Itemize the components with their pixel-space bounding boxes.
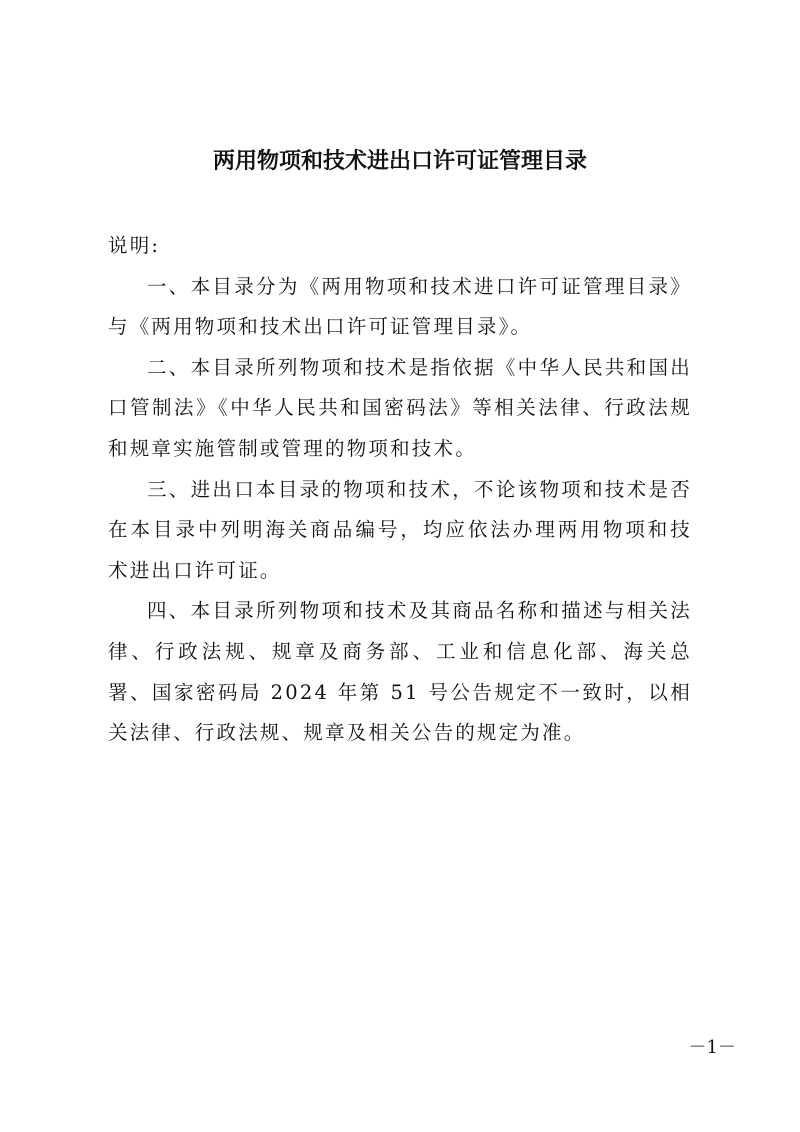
paragraph-4: 四、本目录所列物项和技术及其商品名称和描述与相关法律、行政法规、规章及商务部、工业和信息化部、海关总署、国家密码局 2024 年第 51 号公告规定不一致时，以相关法律、行政法规、规章及相关公告的规定为准。	[108, 599, 692, 745]
paragraph-2: 二、本目录所列物项和技术是指依据《中华人民共和国出口管制法》《中华人民共和国密码法》等相关法律、行政法规和规章实施管制或管理的物项和技术。	[108, 355, 692, 460]
paragraph-1: 一、本目录分为《两用物项和技术进口许可证管理目录》与《两用物项和技术出口许可证管理目录》。	[108, 274, 692, 339]
paragraph-3: 三、进出口本目录的物项和技术，不论该物项和技术是否在本目录中列明海关商品编号，均应依法办理两用物项和技术进出口许可证。	[108, 477, 692, 582]
document-title: 两用物项和技术进出口许可证管理目录	[212, 148, 587, 174]
document-body	[108, 226, 692, 754]
intro-label: 说明:	[108, 234, 161, 257]
page-number: －1－	[688, 1037, 736, 1058]
